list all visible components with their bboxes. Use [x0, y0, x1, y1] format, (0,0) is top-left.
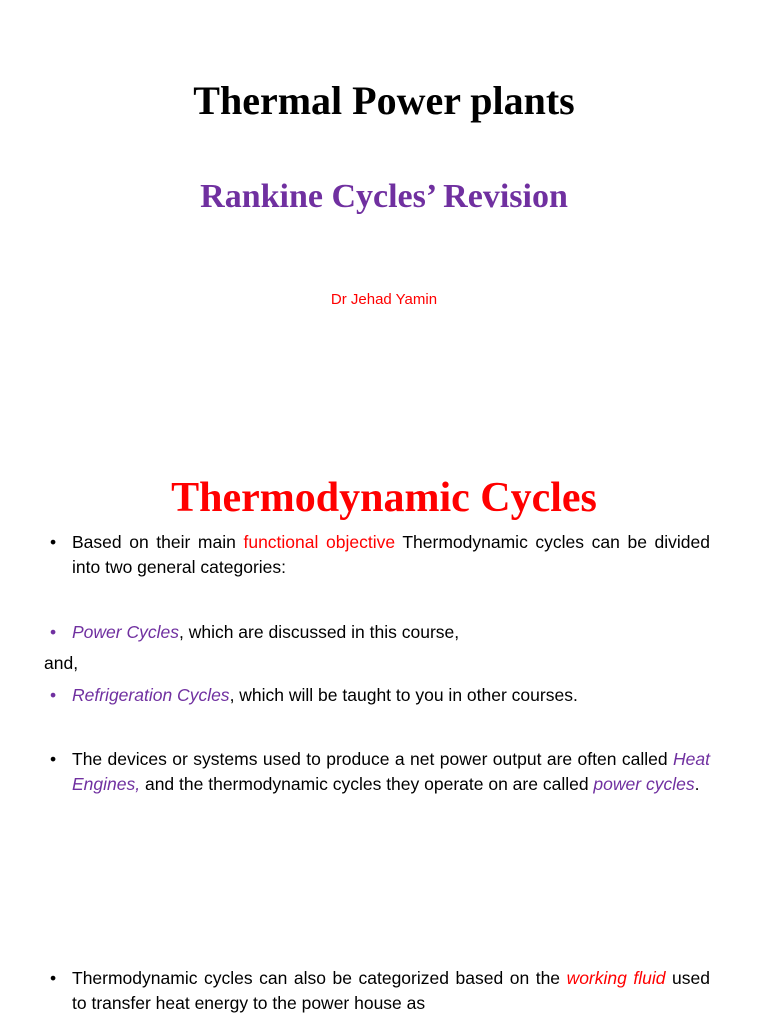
subtitle: Rankine Cycles’ Revision — [200, 178, 568, 215]
bullet-functional-objective: • Based on their main functional objective Thermodynamic cycles can be divided into two general categories: — [50, 532, 710, 577]
bullet-marker: • — [50, 685, 57, 705]
bullet-marker: • — [50, 749, 57, 769]
bullet-heat-engines: • The devices or systems used to produce a net power output are often called Heat Engines, and the thermodynamic cycles they operate on are called power cycles. — [50, 749, 710, 794]
term-power-cycles: Power Cycles — [72, 622, 179, 642]
connector-text: and, — [44, 653, 79, 673]
bullet-marker: • — [50, 968, 57, 988]
term-refrigeration-cycles: Refrigeration Cycles — [72, 685, 230, 705]
term-working-fluid: working fluid — [566, 968, 666, 988]
author-name: Dr Jehad Yamin — [330, 291, 438, 308]
bullet-working-fluid: • Thermodynamic cycles can also be categorized based on the working fluid used to transfer heat energy to the power house as — [50, 968, 710, 1013]
bullet-power-cycles: • Power Cycles, which are discussed in this course, — [50, 620, 710, 645]
section-title: Thermodynamic Cycles — [171, 475, 597, 521]
term-power-cycles-2: power cycles — [593, 774, 695, 794]
highlight-functional-objective: functional objective — [243, 532, 396, 552]
bullet-refrigeration-cycles: • Refrigeration Cycles, which will be taught to you in other courses. — [50, 683, 710, 708]
term-heat-engines: Heat Engines, — [72, 749, 710, 794]
bullet-marker: • — [50, 532, 57, 552]
main-title: Thermal Power plants — [193, 78, 575, 123]
bullet-marker: • — [50, 622, 57, 642]
